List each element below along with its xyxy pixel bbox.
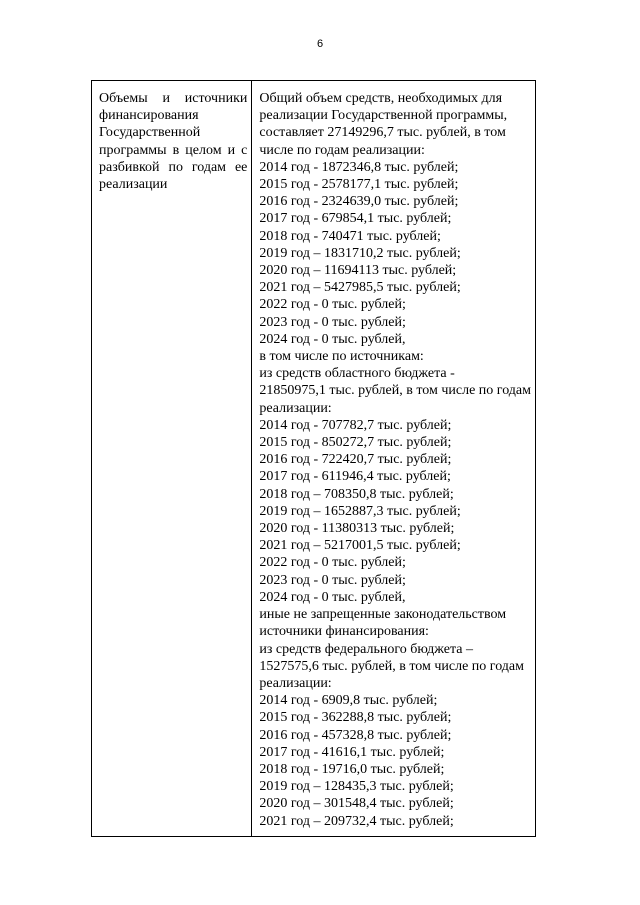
content-line: 2020 год – 11694113 тыс. рублей; (259, 263, 457, 279)
content-line: 2015 год - 362288,8 тыс. рублей; (259, 710, 452, 726)
content-line: источники финансирования: (259, 624, 429, 640)
content-line: 2014 год - 6909,8 тыс. рублей; (259, 693, 438, 709)
content-line: 2017 год - 41616,1 тыс. рублей; (259, 744, 445, 760)
content-line: из средств областного бюджета - (259, 366, 455, 382)
content-line: 2021 год – 5217001,5 тыс. рублей; (259, 538, 461, 554)
content-line: 2014 год - 1872346,8 тыс. рублей; (259, 159, 459, 175)
content-line: 2020 год – 301548,4 тыс. рублей; (259, 796, 454, 812)
content-line: 2018 год - 740471 тыс. рублей; (259, 228, 441, 244)
content-line: 2014 год - 707782,7 тыс. рублей; (259, 417, 452, 433)
content-line: в том числе по источникам: (259, 349, 424, 365)
page-number: 6 (316, 38, 324, 50)
content-line: составляет 27149296,7 тыс. рублей, в том (259, 125, 506, 141)
content-line: 2020 год - 11380313 тыс. рублей; (259, 521, 455, 537)
content-line: 2024 год - 0 тыс. рублей, (259, 331, 406, 347)
content-line: 2023 год - 0 тыс. рублей; (259, 314, 406, 330)
label-line: Объемы и источники (99, 91, 248, 106)
label-line: реализации (99, 177, 168, 193)
content-line: реализации Государственной программы, (259, 108, 508, 124)
content-line: числе по годам реализации: (259, 142, 425, 158)
content-line: из средств федерального бюджета – (259, 641, 473, 657)
label-line: финансирования (99, 108, 199, 124)
content-line: 2016 год - 457328,8 тыс. рублей; (259, 727, 452, 743)
content-line: 2022 год - 0 тыс. рублей; (259, 297, 406, 313)
content-line: 2019 год – 128435,3 тыс. рублей; (259, 779, 454, 795)
content-line: 21850975,1 тыс. рублей, в том числе по годам (259, 383, 531, 399)
content-line: 2021 год – 209732,4 тыс. рублей; (259, 813, 454, 829)
content-line: 1527575,6 тыс. рублей, в том числе по годам (259, 658, 524, 674)
content-line: реализации: (259, 400, 332, 416)
content-line: 2018 год – 708350,8 тыс. рублей; (259, 486, 454, 502)
content-line: 2016 год - 2324639,0 тыс. рублей; (259, 194, 459, 210)
content-line: 2015 год - 2578177,1 тыс. рублей; (259, 177, 459, 193)
content-line: реализации: (259, 675, 332, 691)
content-line: 2018 год - 19716,0 тыс. рублей; (259, 761, 445, 777)
content-line: 2019 год – 1831710,2 тыс. рублей; (259, 245, 461, 261)
content-line: 2016 год - 722420,7 тыс. рублей; (259, 452, 452, 468)
label-line: Государственной (99, 125, 201, 141)
content-line: 2015 год - 850272,7 тыс. рублей; (259, 435, 452, 451)
content-line: 2017 год - 679854,1 тыс. рублей; (259, 211, 452, 227)
content-line: 2017 год - 611946,4 тыс. рублей; (259, 469, 451, 485)
content-line: Общий объем средств, необходимых для (259, 91, 503, 106)
content-line: 2022 год - 0 тыс. рублей; (259, 555, 406, 571)
funding-table (91, 80, 536, 837)
table-cell-label (92, 81, 252, 836)
content-line: 2024 год - 0 тыс. рублей, (259, 589, 406, 605)
label-line: разбивкой по годам ее (99, 159, 248, 175)
content-line: 2023 год - 0 тыс. рублей; (259, 572, 406, 588)
table-cell-content (252, 81, 535, 836)
content-line: иные не запрещенные законодательством (259, 607, 507, 623)
label-line: программы в целом и с (99, 142, 248, 158)
content-line: 2021 год – 5427985,5 тыс. рублей; (259, 280, 461, 296)
content-line: 2019 год – 1652887,3 тыс. рублей; (259, 503, 461, 519)
